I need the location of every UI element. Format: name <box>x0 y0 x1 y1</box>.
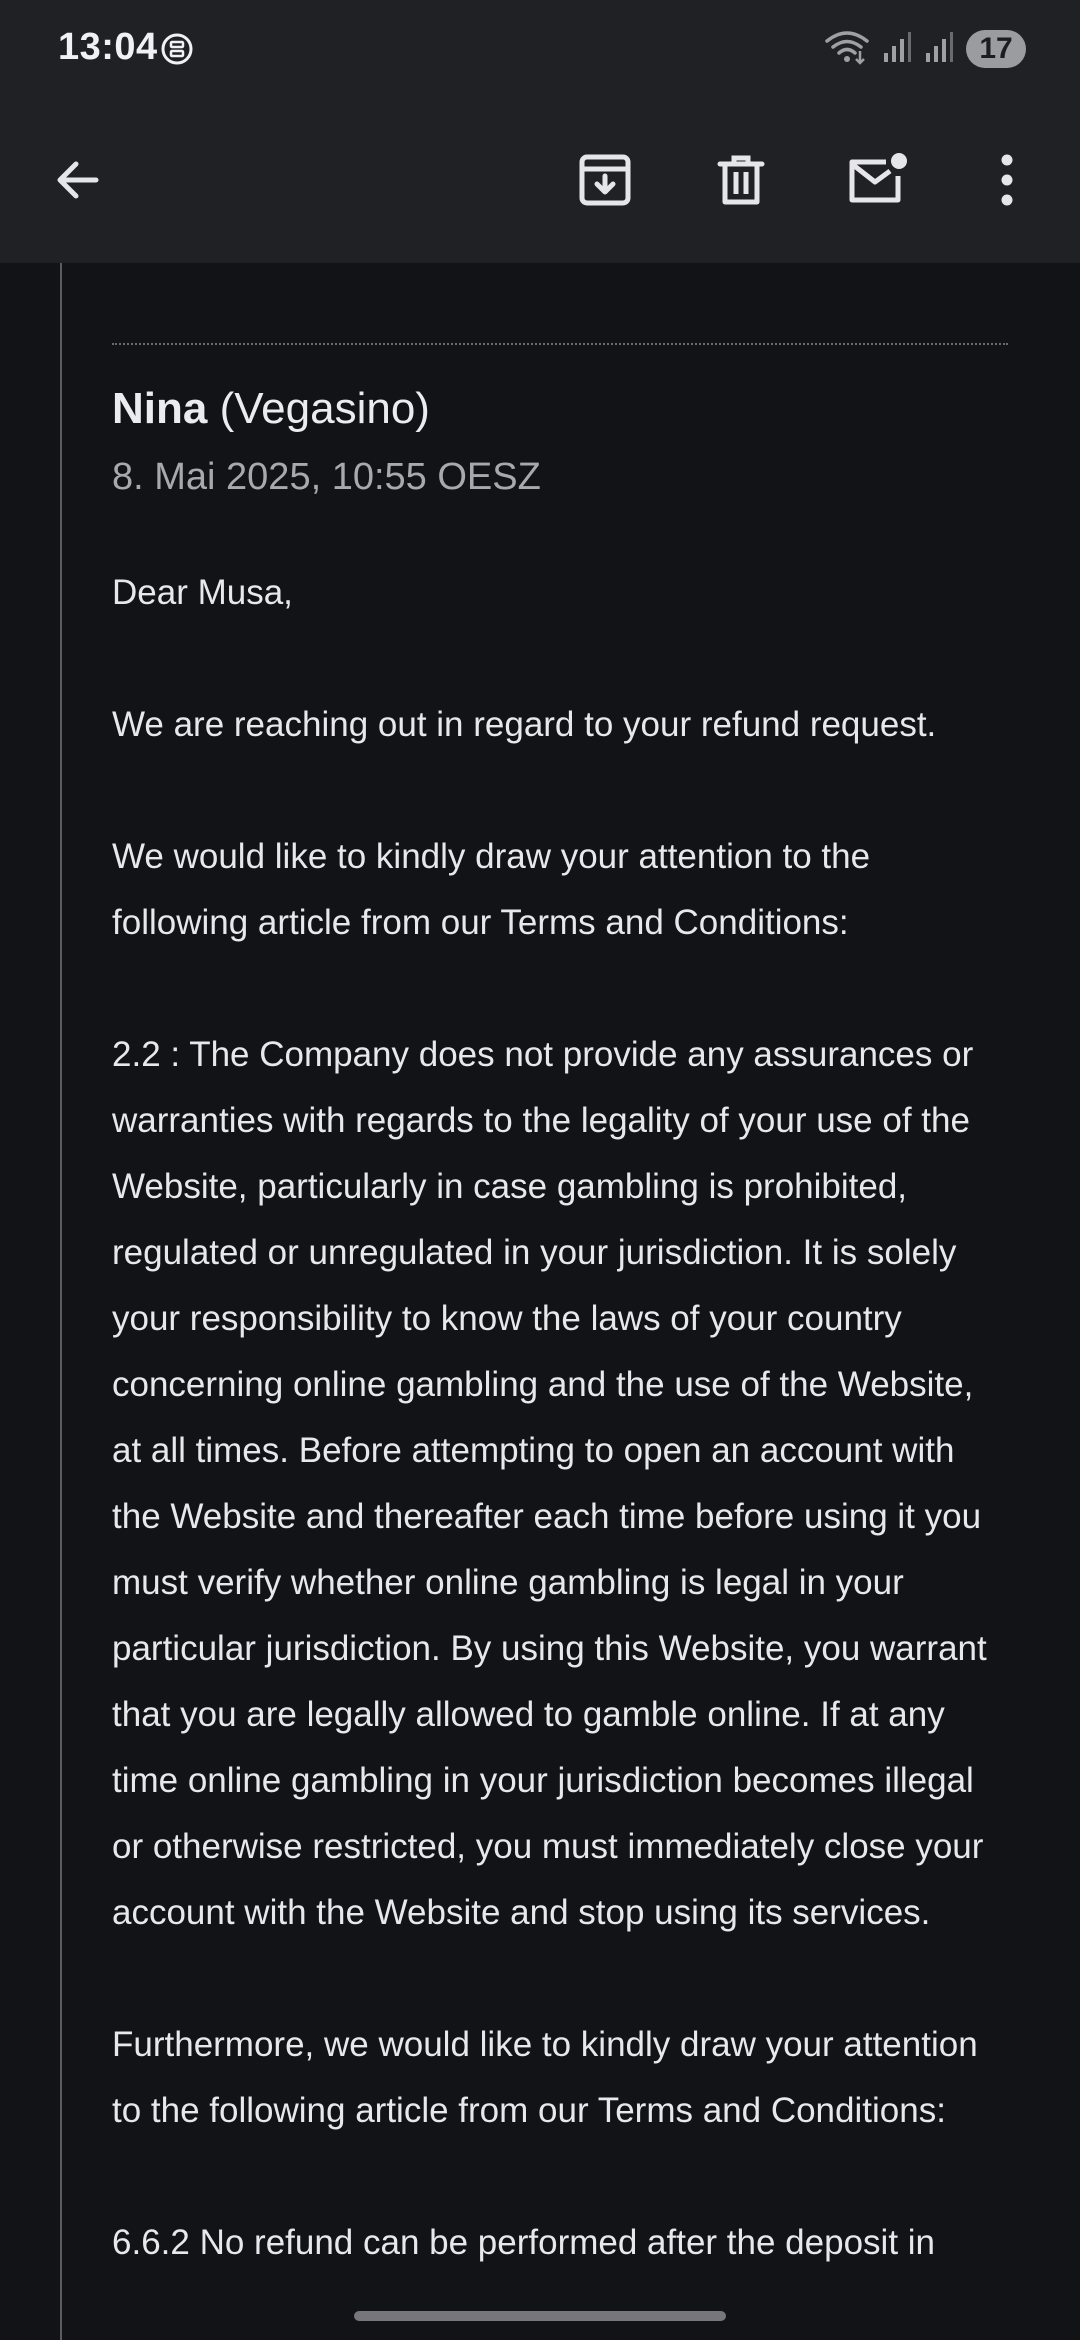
sender-header[interactable] <box>112 384 430 434</box>
archive-icon[interactable] <box>563 138 647 222</box>
message-paragraph: We are reaching out in regard to your refund request. <box>112 705 937 744</box>
signal-icon <box>882 31 912 68</box>
sender-org: (Vegasino) <box>219 384 430 433</box>
status-time: 13:04 <box>58 26 158 68</box>
message-divider <box>112 343 1008 345</box>
app-toolbar <box>0 100 1080 263</box>
signal-icon <box>924 31 954 68</box>
status-icons <box>824 28 1026 70</box>
message-body <box>112 560 1012 2276</box>
battery-icon: 17 <box>966 30 1026 68</box>
notification-icon <box>160 32 194 66</box>
wifi-icon <box>824 29 870 70</box>
message-paragraph: We would like to kindly draw your attention to the following article from our Terms and Conditions: <box>112 837 871 942</box>
sender-name: Nina <box>112 384 208 433</box>
message-date: 8. Mai 2025, 10:55 OESZ <box>112 456 541 498</box>
message-paragraph: Dear Musa, <box>112 573 293 612</box>
trash-icon[interactable] <box>699 138 783 222</box>
message-paragraph: 2.2 : The Company does not provide any assurances or warranties with regards to the legality of your use of the Website, particularly in case gambling is prohibited, regulated or unregulated in your jurisdiction. It is solely your responsibility to know the laws of your country concerning online gambling and the use of the Website, at all times. Before attempting to open an account with the Website and thereafter each time before using it you must verify whether online gambling is legal in your particular jurisdiction. By using this Website, you warrant that you are legally allowed to gamble online. If at any time online gambling in your jurisdiction becomes illegal or otherwise restricted, you must immediately close your account with the Website and stop using its services. <box>112 1035 987 1932</box>
back-arrow-icon[interactable] <box>36 138 120 222</box>
message-paragraph: 6.6.2 No refund can be performed after the deposit in <box>112 2223 936 2262</box>
status-bar <box>0 0 1080 100</box>
more-vert-icon[interactable] <box>965 138 1049 222</box>
thread-indent-line <box>60 263 62 2340</box>
message-paragraph: Furthermore, we would like to kindly draw your attention to the following article from our Terms and Conditions: <box>112 2025 978 2130</box>
home-indicator[interactable] <box>354 2311 726 2321</box>
mark-unread-icon[interactable] <box>836 138 920 222</box>
